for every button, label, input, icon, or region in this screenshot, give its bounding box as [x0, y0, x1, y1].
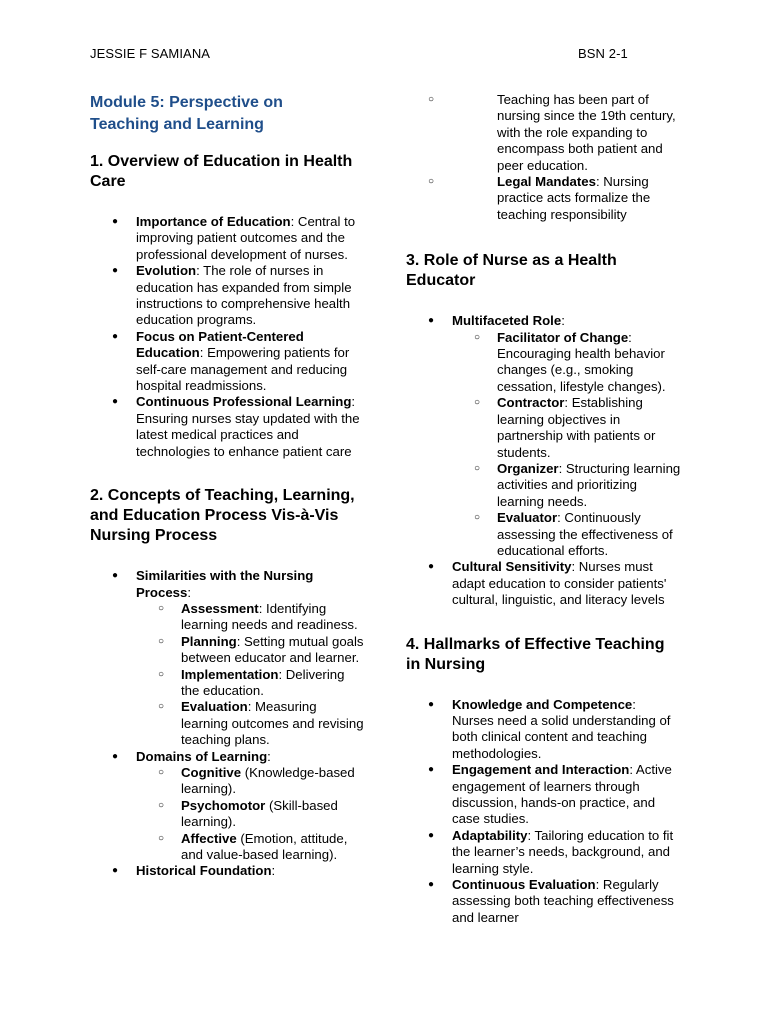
sub-list-item: [406, 92, 681, 174]
term: Knowledge and Competence: [452, 696, 633, 712]
description: : Tailoring education to fit the learner’s needs, background, and learning style.: [452, 827, 674, 876]
term: Historical Foundation: [136, 863, 272, 879]
list-item: [406, 762, 681, 828]
description: : Continuously assessing the effectiveness of educational efforts.: [497, 510, 673, 558]
sub-list-item: [452, 395, 681, 461]
list-item: [90, 749, 365, 864]
sub-list: [136, 601, 365, 749]
description: : Empowering patients for self-care management and reducing hospital readmissions.: [136, 345, 350, 394]
description: (Emotion, attitude, and value-based learning).: [181, 830, 348, 862]
term: Evaluation: [181, 699, 248, 715]
module-title: [90, 92, 365, 136]
list-item: [406, 559, 681, 608]
description: : Delivering the education.: [181, 666, 345, 698]
bullet-list: [90, 568, 365, 880]
sub-list-item: [452, 330, 681, 396]
section-hallmarks: [406, 635, 681, 927]
description: : Measuring learning outcomes and revising teaching plans.: [181, 699, 364, 748]
term: Legal Mandates: [497, 174, 596, 190]
sub-list-item: [136, 831, 365, 864]
sub-list-item: [136, 699, 365, 748]
module-title-line-1: Module 5: Perspective on: [90, 94, 283, 111]
colon: :: [561, 313, 565, 329]
sub-list: [136, 765, 365, 863]
description: (Knowledge-based learning).: [181, 764, 355, 797]
term: Similarities with the Nursing Process: [136, 568, 314, 600]
list-item: [90, 263, 365, 329]
list-item: [90, 568, 365, 748]
left-column: [90, 92, 365, 906]
description: : Nurses must adapt education to consider patients' cultural, linguistic, and literacy levels: [452, 559, 667, 608]
list-item: [406, 697, 681, 763]
sub-list: [406, 92, 681, 223]
sub-list-item: [406, 174, 681, 223]
sub-list-item: [136, 601, 365, 634]
colon: :: [267, 748, 271, 764]
sub-list: [452, 330, 681, 560]
description: : Structuring learning activities and prioritizing learning needs.: [497, 460, 681, 509]
section-heading: 4. Hallmarks of Effective Teaching in Nursing: [406, 635, 665, 673]
term: Facilitator of Change: [497, 329, 629, 345]
sub-list-item: [136, 634, 365, 667]
right-column: [406, 92, 681, 952]
module-title-line-2: Teaching and Learning: [90, 116, 264, 133]
description: : Ensuring nurses stay updated with the latest medical practices and technologies to enhance patient care: [136, 394, 360, 459]
section-heading: 2. Concepts of Teaching, Learning, and Education Process Vis-à-Vis Nursing Process: [90, 487, 355, 545]
sub-list-item: [136, 765, 365, 798]
list-item: [406, 313, 681, 559]
section-overview: [90, 152, 365, 460]
section-heading: 1. Overview of Education in Health Care: [90, 153, 353, 190]
description: : Setting mutual goals between educator and learner.: [181, 633, 364, 666]
description: : Nursing practice acts formalize the teaching responsibility: [497, 174, 651, 222]
term: Contractor: [497, 395, 565, 411]
description: : Regularly assessing both teaching effectiveness and learner: [452, 877, 674, 925]
term: Domains of Learning: [136, 748, 268, 764]
list-item: [90, 394, 365, 460]
colon: :: [187, 584, 191, 600]
list-item: [90, 214, 365, 263]
term: Continuous Professional Learning: [136, 394, 352, 410]
description: Teaching has been part of nursing since the 19th century, with the role expanding to encompass both patient and peer education.: [497, 92, 676, 173]
description: : Central to improving patient outcomes and the professional development of nurses.: [136, 214, 356, 262]
term: Multifaceted Role: [452, 313, 562, 329]
term: Cognitive: [181, 764, 242, 780]
term: Psychomotor: [181, 797, 266, 813]
colon: :: [271, 863, 276, 879]
term: Assessment: [181, 600, 259, 616]
historical-continuation: [406, 92, 681, 223]
term: Importance of Education: [136, 214, 291, 229]
term: Engagement and Interaction: [452, 762, 630, 778]
bullet-list: [406, 313, 681, 608]
description: : Establishing learning objectives in partnership with patients or students.: [497, 395, 656, 460]
class-section: BSN 2-1: [578, 46, 628, 61]
bullet-list: [90, 214, 365, 460]
term: Affective: [181, 830, 237, 846]
section-heading: 3. Role of Nurse as a Health Educator: [406, 252, 617, 290]
term: Implementation: [181, 666, 279, 682]
term: Cultural Sensitivity: [452, 559, 572, 575]
sub-list-item: [452, 461, 681, 510]
description: (Skill-based learning).: [181, 797, 338, 830]
list-item: [406, 877, 681, 926]
description: : Identifying learning needs and readiness.: [181, 600, 358, 633]
section-concepts: [90, 486, 365, 880]
term: Evolution: [136, 263, 197, 279]
sub-list-item: [136, 798, 365, 831]
term: Organizer: [497, 460, 559, 476]
section-nurse-role: [406, 251, 681, 608]
term: Continuous Evaluation: [452, 877, 596, 893]
term: Evaluator: [497, 510, 558, 526]
description: : Active engagement of learners through discussion, hands-on practice, and case studies.: [452, 762, 672, 827]
description: : The role of nurses in education has expanded from simple instructions to comprehensive health education programs.: [136, 263, 352, 328]
list-item: [90, 329, 365, 395]
description: : Encouraging health behavior changes (e.g., smoking cessation, lifestyle changes).: [497, 329, 666, 394]
author-name: JESSIE F SAMIANA: [90, 46, 211, 61]
term: Adaptability: [452, 827, 528, 843]
description: : Nurses need a solid understanding of both clinical content and teaching methodologies.: [452, 696, 671, 761]
list-item: [406, 828, 681, 877]
list-item: [90, 863, 365, 879]
bullet-list: [406, 697, 681, 927]
sub-list-item: [452, 510, 681, 559]
term: Focus on Patient-Centered Education: [136, 328, 304, 361]
sub-list-item: [136, 667, 365, 700]
term: Planning: [181, 633, 237, 649]
